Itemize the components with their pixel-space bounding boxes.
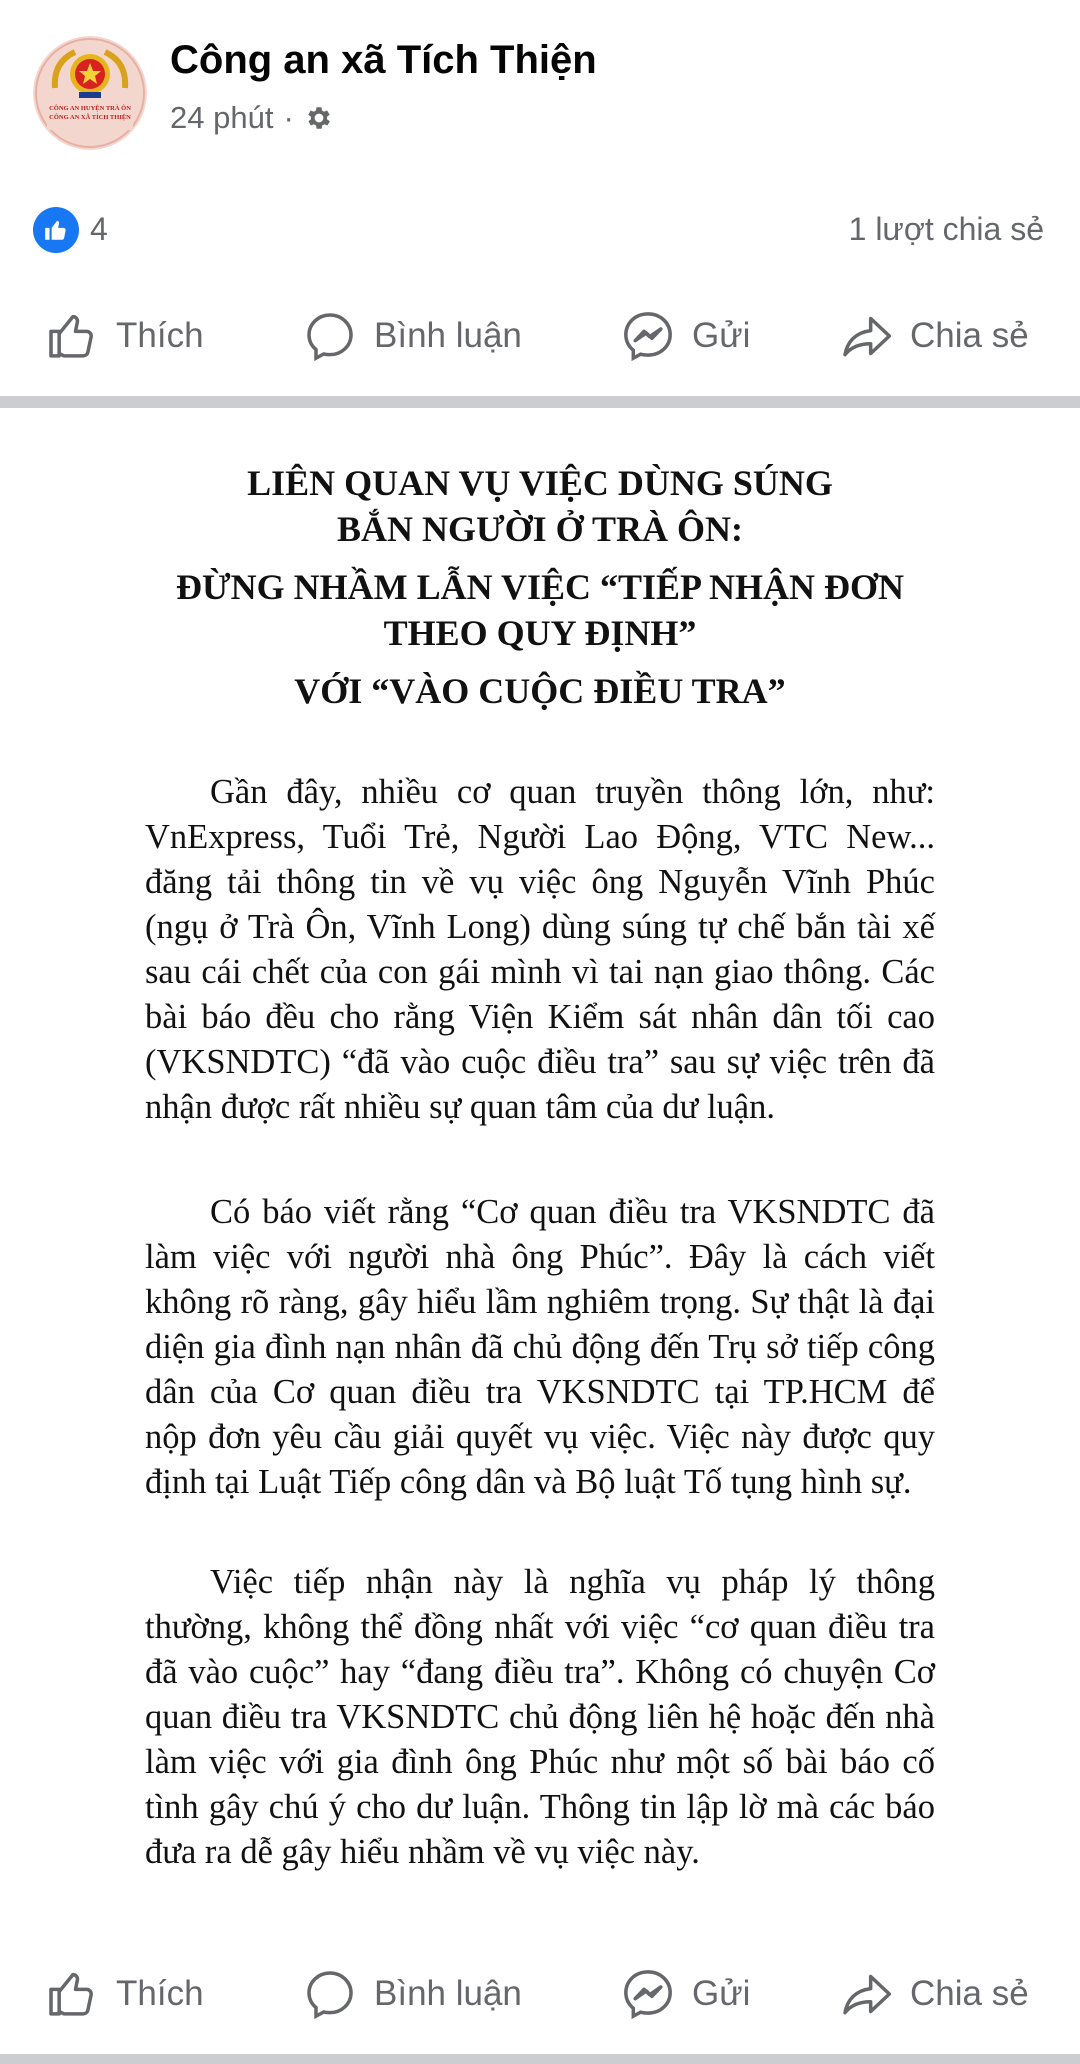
avatar-text-1: CÔNG AN HUYỆN TRÀ ÔN xyxy=(49,105,131,112)
like-reaction-icon[interactable] xyxy=(33,207,79,253)
section-divider xyxy=(0,396,1080,408)
messenger-icon xyxy=(620,1966,676,2022)
share-label: Chia sẻ xyxy=(910,1974,1029,2013)
send-button-bottom[interactable] xyxy=(620,1954,750,2034)
article-paragraph-1: Gần đây, nhiều cơ quan truyền thông lớn, như: VnExpress, Tuổi Trẻ, Người Lao Động, VTC New... đăng tải thông tin về vụ việc ông Nguyễn Vĩnh Phúc (ngụ ở Trà Ôn, Vĩnh Long) dùng súng tự chế bắn tài xế sau cái chết của con gái mình vì tai nạn giao thông. Các bài báo đều cho rằng Viện Kiểm sát nhân dân tối cao (VKSNDTC) “đã vào cuộc điều tra” sau sự việc trên đã nhận được rất nhiều sự quan tâm của dư luận. xyxy=(145,773,935,1126)
headline-1-text: LIÊN QUAN VỤ VIỆC DÙNG SÚNG BẮN NGƯỜI Ở TRÀ ÔN: xyxy=(247,463,833,549)
send-button[interactable] xyxy=(620,296,750,376)
article-image[interactable] xyxy=(0,408,1080,1948)
like-label: Thích xyxy=(116,316,204,355)
article-paragraph-3: Việc tiếp nhận này là nghĩa vụ pháp lý thông thường, không thể đồng nhất với việc “cơ quan điều tra đã vào cuộc” hay “đang điều tra”. Không có chuyện Cơ quan điều tra VKSNDTC chủ động liên hệ hoặc đến nhà làm việc với gia đình ông Phúc như một số bài báo cố tình gây chú ý cho dư luận. Thông tin lập lờ mà các báo đưa ra dễ gây hiểu nhầm về vụ việc này. xyxy=(145,1563,935,1871)
share-button[interactable] xyxy=(838,296,1029,376)
post-time[interactable]: 24 phút xyxy=(170,100,274,135)
share-arrow-icon xyxy=(838,308,894,364)
page-avatar[interactable] xyxy=(33,36,147,150)
article-headline-2 xyxy=(0,564,1080,656)
comment-button-bottom[interactable] xyxy=(302,1954,522,2034)
reactions-summary xyxy=(0,205,1080,255)
comment-label: Bình luận xyxy=(374,1974,522,2013)
action-bar-top xyxy=(0,296,1080,376)
post-meta xyxy=(170,100,334,136)
article-headline-3 xyxy=(0,668,1080,714)
like-button[interactable] xyxy=(44,296,204,376)
like-count[interactable]: 4 xyxy=(90,211,108,247)
comment-bubble-icon xyxy=(302,1966,358,2022)
share-label: Chia sẻ xyxy=(910,316,1029,355)
page-name[interactable]: Công an xã Tích Thiện xyxy=(170,38,597,82)
gear-icon[interactable] xyxy=(304,103,334,133)
share-arrow-icon xyxy=(838,1966,894,2022)
share-count[interactable]: 1 lượt chia sẻ xyxy=(848,211,1044,247)
thumbs-up-icon xyxy=(44,308,100,364)
comment-bubble-icon xyxy=(302,308,358,364)
send-label: Gửi xyxy=(692,1974,751,2013)
article-headline-1 xyxy=(0,460,1080,552)
headline-2-text: ĐỪNG NHẦM LẪN VIỆC “TIẾP NHẬN ĐƠN THEO QUY ĐỊNH” xyxy=(175,567,905,653)
headline-3-text: VỚI “VÀO CUỘC ĐIỀU TRA” xyxy=(294,671,786,711)
messenger-icon xyxy=(620,308,676,364)
send-label: Gửi xyxy=(692,316,751,355)
comment-button[interactable] xyxy=(302,296,522,376)
thumbs-up-icon xyxy=(44,1966,100,2022)
avatar-text-2: CÔNG AN XÃ TÍCH THIỆN xyxy=(49,114,131,121)
like-label: Thích xyxy=(116,1974,204,2013)
post-header xyxy=(0,0,1080,170)
like-button-bottom[interactable] xyxy=(44,1954,204,2034)
share-button-bottom[interactable] xyxy=(838,1954,1029,2034)
section-divider-bottom xyxy=(0,2054,1080,2064)
article-paragraph-2: Có báo viết rằng “Cơ quan điều tra VKSNDTC đã làm việc với người nhà ông Phúc”. Đây là cách viết không rõ ràng, gây hiểu lầm nghiêm trọng. Sự thật là đại diện gia đình nạn nhân đã chủ động đến Trụ sở tiếp công dân của Cơ quan điều tra VKSNDTC tại TP.HCM để nộp đơn yêu cầu giải quyết vụ việc. Việc này được quy định tại Luật Tiếp công dân và Bộ luật Tố tụng hình sự. xyxy=(145,1193,935,1501)
action-bar-bottom xyxy=(0,1954,1080,2034)
meta-separator: · xyxy=(283,100,294,135)
police-emblem-icon xyxy=(33,36,147,150)
comment-label: Bình luận xyxy=(374,316,522,355)
